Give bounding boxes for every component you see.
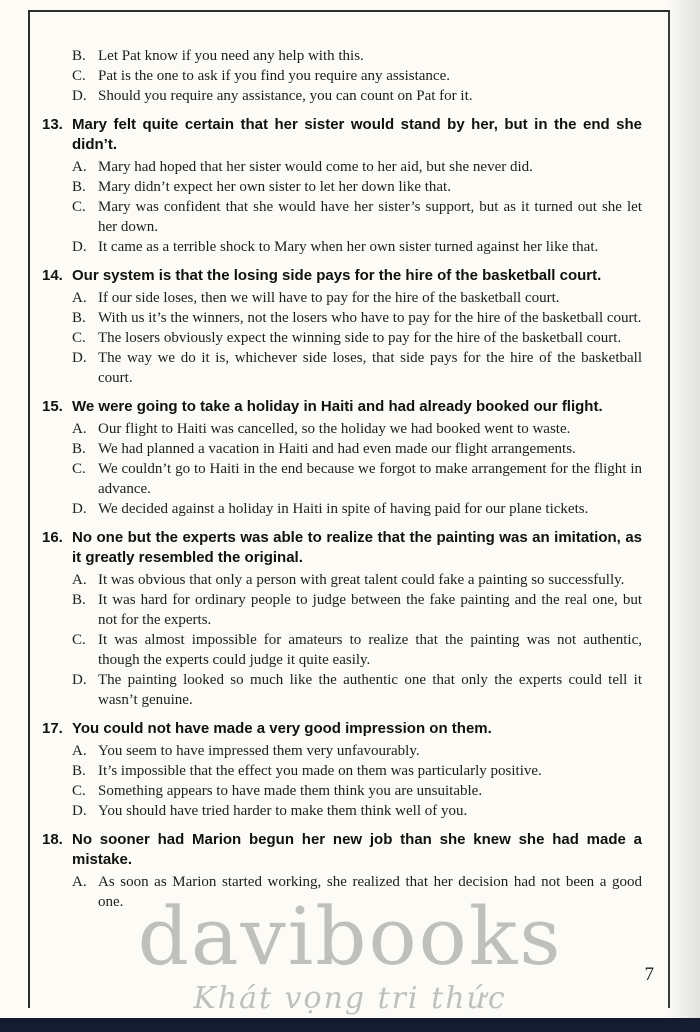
question-block [42,115,642,257]
question-text: Mary felt quite certain that her sister would stand by her, but in the end she didn’t. [72,116,642,153]
answer-option [72,197,642,237]
question-text: Our system is that the losing side pays for the hire of the basketball court. [72,267,602,284]
question-text: We were going to take a holiday in Haiti and had already booked our flight. [72,398,603,415]
options [42,288,642,388]
option-text: The losers obviously expect the winning side to pay for the hire of the basketball court. [98,330,622,346]
answer-option [72,872,642,912]
option-text: We decided against a holiday in Haiti in spite of having paid for our plane tickets. [98,501,589,517]
answer-option [72,348,642,388]
option-text: Mary didn’t expect her own sister to let her down like that. [98,179,451,195]
options [42,419,642,519]
answer-option [72,46,642,66]
option-text: It came as a terrible shock to Mary when her own sister turned against her like that. [98,239,599,255]
option-letter: C. [72,330,86,346]
option-text: With us it’s the winners, not the losers who have to pay for the hire of the basketball court. [98,310,642,326]
question-block [42,397,642,519]
option-text: We had planned a vacation in Haiti and had even made our flight arrangements. [98,441,576,457]
answer-option [72,570,642,590]
watermark-tagline: Khát vọng tri thức [193,981,507,1016]
option-letter: D. [72,803,87,819]
option-letter: A. [72,421,87,437]
answer-option [72,801,642,821]
question-block [42,266,642,388]
question-stem [42,830,642,870]
answer-option [72,177,642,197]
option-letter: C. [72,68,86,84]
option-text: Pat is the one to ask if you find you require any assistance. [98,68,451,84]
option-text: As soon as Marion started working, she realized that her decision had not been a good one. [98,874,642,910]
scan-shadow [666,0,700,1032]
question-list [42,115,642,912]
option-letter: D. [72,350,87,366]
question-text: You could not have made a very good impression on them. [72,720,492,737]
option-letter: B. [72,763,86,779]
answer-option [72,781,642,801]
answer-option [72,761,642,781]
question-stem [42,528,642,568]
answer-option [72,157,642,177]
answer-option [72,288,642,308]
question-block [42,830,642,912]
answer-option [72,499,642,519]
option-letter: C. [72,783,86,799]
page-number: 7 [644,964,654,985]
option-letter: D. [72,501,87,517]
answer-option [72,308,642,328]
question-block [42,719,642,821]
answer-option [72,590,642,630]
question-number: 18. [42,831,63,848]
option-text: Something appears to have made them think you are unsuitable. [98,783,483,799]
question-number: 16. [42,529,63,546]
question-number: 15. [42,398,63,415]
option-letter: B. [72,179,86,195]
question-number: 17. [42,720,63,737]
option-letter: D. [72,672,87,688]
option-letter: A. [72,290,87,306]
option-letter: D. [72,88,87,104]
options [42,741,642,821]
option-letter: C. [72,199,86,215]
option-text: It was almost impossible for amateurs to realize that the painting was not authentic, though the experts could judge it quite easily. [98,632,642,668]
option-letter: B. [72,441,86,457]
option-letter: B. [72,48,86,64]
option-text: Let Pat know if you need any help with this. [98,48,364,64]
option-text: The way we do it is, whichever side loses, that side pays for the hire of the basketball court. [98,350,642,386]
option-text: It was obvious that only a person with great talent could fake a painting so successfully. [98,572,625,588]
option-text: You should have tried harder to make them think well of you. [98,803,468,819]
option-text: It was hard for ordinary people to judge between the fake painting and the real one, but not for the experts. [98,592,642,628]
option-text: You seem to have impressed them very unfavourably. [98,743,420,759]
option-text: Mary had hoped that her sister would come to her aid, but she never did. [98,159,533,175]
question-stem [42,719,642,739]
option-text: Our flight to Haiti was cancelled, so the holiday we had booked went to waste. [98,421,571,437]
answer-option [72,439,642,459]
answer-option [72,630,642,670]
option-letter: C. [72,632,86,648]
answer-option [72,328,642,348]
options [42,157,642,257]
answer-option [72,741,642,761]
bottom-edge-bar [0,1018,700,1032]
question-text: No one but the experts was able to realize that the painting was an imitation, as it greatly resembled the original. [72,529,642,566]
question-stem [42,115,642,155]
question-text: No sooner had Marion begun her new job than she knew she had made a mistake. [72,831,642,868]
option-letter: A. [72,743,87,759]
question-number: 13. [42,116,63,133]
question-number: 14. [42,267,63,284]
option-text: We couldn’t go to Haiti in the end because we forgot to make arrangement for the flight in advance. [98,461,642,497]
option-letter: A. [72,572,87,588]
option-text: Should you require any assistance, you can count on Pat for it. [98,88,473,104]
option-text: Mary was confident that she would have her sister’s support, but as it turned out she let her down. [98,199,642,235]
option-text: It’s impossible that the effect you made on them was particularly positive. [98,763,542,779]
answer-option [72,66,642,86]
answer-option [72,459,642,499]
option-letter: B. [72,310,86,326]
answer-option [72,670,642,710]
option-letter: A. [72,874,87,890]
watermark-brand: davibooks [137,890,563,983]
option-letter: B. [72,592,86,608]
options [42,872,642,912]
option-letter: D. [72,239,87,255]
option-letter: C. [72,461,86,477]
answer-option [72,86,642,106]
option-text: If our side loses, then we will have to pay for the hire of the basketball court. [98,290,560,306]
answer-option [72,237,642,257]
questions-content [42,46,642,912]
question-block [42,528,642,710]
option-text: The painting looked so much like the authentic one that only the experts could tell it wasn’t genuine. [98,672,642,708]
carryover-options [42,46,642,106]
answer-option [72,419,642,439]
question-stem [42,266,642,286]
options [42,570,642,710]
question-stem [42,397,642,417]
option-letter: A. [72,159,87,175]
